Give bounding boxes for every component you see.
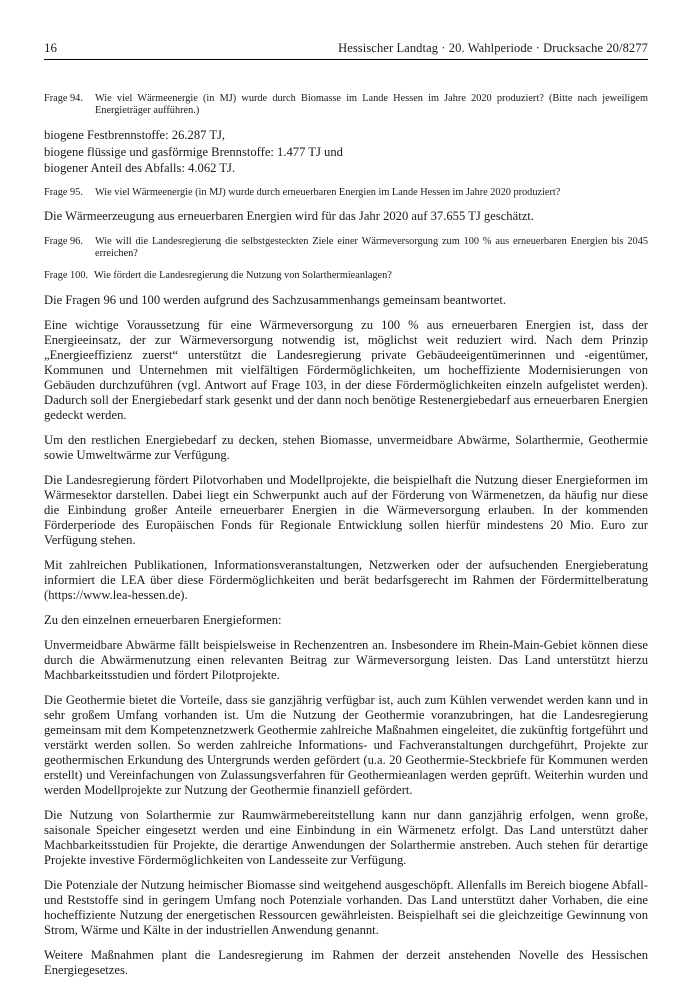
- answer-paragraph: Zu den einzelnen erneuerbaren Energieformen:: [44, 612, 282, 627]
- answer-paragraph: Unvermeidbare Abwärme fällt beispielsweise in Rechenzentren an. Insbesondere im Rhein-Main-Gebiet können diese durch die Abwärmenutzung einen relevanten Beitrag zur Wärmeversorgung leisten. Das Land unterstützt hierzu Machbarkeitsstudien und fördert Pilotprojekte.: [44, 637, 648, 682]
- page-header: [44, 40, 648, 60]
- question-label: Frage 96.: [44, 235, 83, 247]
- question-label: Frage 100.: [44, 269, 89, 281]
- answer-95: Die Wärmeerzeugung aus erneuerbaren Energien wird für das Jahr 2020 auf 37.655 TJ geschätzt.: [44, 208, 534, 223]
- answer-paragraph: Um den restlichen Energiebedarf zu decken, stehen Biomasse, unvermeidbare Abwärme, Solarthermie, Geothermie sowie Umweltwärme zur Verfügung.: [44, 432, 648, 462]
- answer-paragraph: Die Geothermie bietet die Vorteile, dass sie ganzjährig verfügbar ist, auch zum Kühlen verwendet werden kann und in sehr großem Umfang vorhanden ist. Um die Nutzung der Geothermie voranzubringen, hat die Landesregierung gemeinsam mit dem Kompetenznetzwerk Geothermie zahlreiche Maßnahmen eingeleitet, die zukünftig fortgeführt und verstärkt werden sollen. So werden zahlreiche Informations- und Fachveranstaltungen durchgeführt, Projekte zur geothermischen Erkundung des Untergrunds werden gefördert (u.a. 20 Geothermie-Steckbriefe für Kommunen werden erstellt) und Vereinfachungen von Zulassungsverfahren für Geothermieanlagen werden geprüft. Weiterhin wurden und werden Modellprojekte zur Nutzung der Geothermie finanziell gefördert.: [44, 692, 648, 797]
- answer-line: biogener Anteil des Abfalls: 4.062 TJ.: [44, 161, 236, 175]
- question-label: Frage 94.: [44, 93, 83, 104]
- answer-line: biogene flüssige und gasförmige Brennstoffe: 1.477 TJ und: [44, 144, 343, 159]
- answer-paragraph: Eine wichtige Voraussetzung für eine Wärmeversorgung zu 100 % aus erneuerbaren Energien ist, dass der Energieeinsatz, der zur Wärmeversorgung notwendig ist, möglichst weit reduziert wird. Nach dem Prinzip „Energieeffizienz zuerst“ unterstützt die Landesregierung private Gebäudeeigentümerinnen und -eigentümer, Kommunen und Unternehmen mit vielfältigen Fördermöglichkeiten, um hocheffiziente Modernisierungen von Gebäuden durchzuführen (vgl. Antwort auf Frage 103, in der diese Fördermöglichkeiten einzeln aufgelistet werden). Dadurch soll der Energiebedarf stark gesenkt und der dann noch benötige Restenergiebedarf aus erneuerbaren Energien gedeckt werden.: [44, 317, 648, 422]
- answer-94: [44, 127, 648, 177]
- question-text: Wie fördert die Landesregierung die Nutzung von Solarthermieanlagen?: [94, 269, 392, 281]
- question-95: [44, 187, 648, 199]
- answer-paragraph: Weitere Maßnahmen plant die Landesregierung im Rahmen der derzeit anstehenden Novelle des Hessischen Energiegesetzes.: [44, 947, 648, 977]
- answer-paragraph: Die Potenziale der Nutzung heimischer Biomasse sind weitgehend ausgeschöpft. Allenfalls im Bereich biogene Abfall- und Reststoffe sind in geringem Umfang noch Potenziale vorhanden. Das Land unterstützt daher Vorhaben, die eine hocheffiziente Nutzung der energetischen Ressourcen gewährleisten. Beispielhaft sei die gleichzeitige Gewinnung von Strom, Wärme und Kälte in der industriellen Anwendung genannt.: [44, 877, 648, 937]
- question-text: Wie will die Landesregierung die selbstgesteckten Ziele einer Wärmeversorgung zum 100 % aus erneuerbaren Energien bis 2045 erreichen?: [95, 235, 648, 259]
- document-meta: Hessischer Landtag · 20. Wahlperiode · Drucksache 20/8277: [338, 41, 648, 55]
- question-text: Wie viel Wärmeenergie (in MJ) wurde durch erneuerbaren Energien im Lande Hessen im Jahre 2020 produziert?: [95, 186, 561, 198]
- answer-line: biogene Festbrennstoffe: 26.287 TJ,: [44, 128, 226, 142]
- question-label: Frage 95.: [44, 186, 83, 198]
- answer-paragraph: Die Landesregierung fördert Pilotvorhaben und Modellprojekte, die beispielhaft die Nutzung dieser Energieformen im Wärmesektor darstellen. Dabei liegt ein Schwerpunkt auch auf der Förderung von Wärmenetzen, da häufig nur diese die Einbindung großer Anteile erneuerbarer Energien in die Wärmeversorgung erlauben. In der kommenden Förderperiode des Europäischen Fonds für Regionale Entwicklung sollen hierfür mindestens 20 Mio. Euro zur Verfügung stehen.: [44, 472, 648, 547]
- answer-paragraph: Mit zahlreichen Publikationen, Informationsveranstaltungen, Netzwerken oder der aufsuchenden Energieberatung informiert die LEA über diese Fördermöglichkeiten und berät bedarfsgerecht im Rahmen der Fördermittelberatung (https://www.lea-hessen.de).: [44, 557, 648, 602]
- question-text: Wie viel Wärmeenergie (in MJ) wurde durch Biomasse im Lande Hessen im Jahre 2020 produziert? (Bitte nach jeweiligem Energieträger aufführen.): [95, 93, 648, 116]
- page-number: 16: [44, 40, 57, 55]
- question-96: [44, 236, 648, 260]
- question-94: [44, 93, 648, 117]
- question-100: [44, 270, 648, 282]
- answer-paragraph: Die Nutzung von Solarthermie zur Raumwärmebereitstellung kann nur dann ganzjährig erfolgen, wenn große, saisonale Speicher eingesetzt werden und eine Einbindung in ein Wärmenetz erfolgt. Das Land unterstützt daher Machbarkeitsstudien für Projekte, die derartige Anwendungen der Solarthermie anstreben. Auch stehen für derartige Projekte investive Fördermöglichkeiten von Landesseite zur Verfügung.: [44, 807, 648, 867]
- answer-intro: Die Fragen 96 und 100 werden aufgrund des Sachzusammenhangs gemeinsam beantwortet.: [44, 292, 506, 307]
